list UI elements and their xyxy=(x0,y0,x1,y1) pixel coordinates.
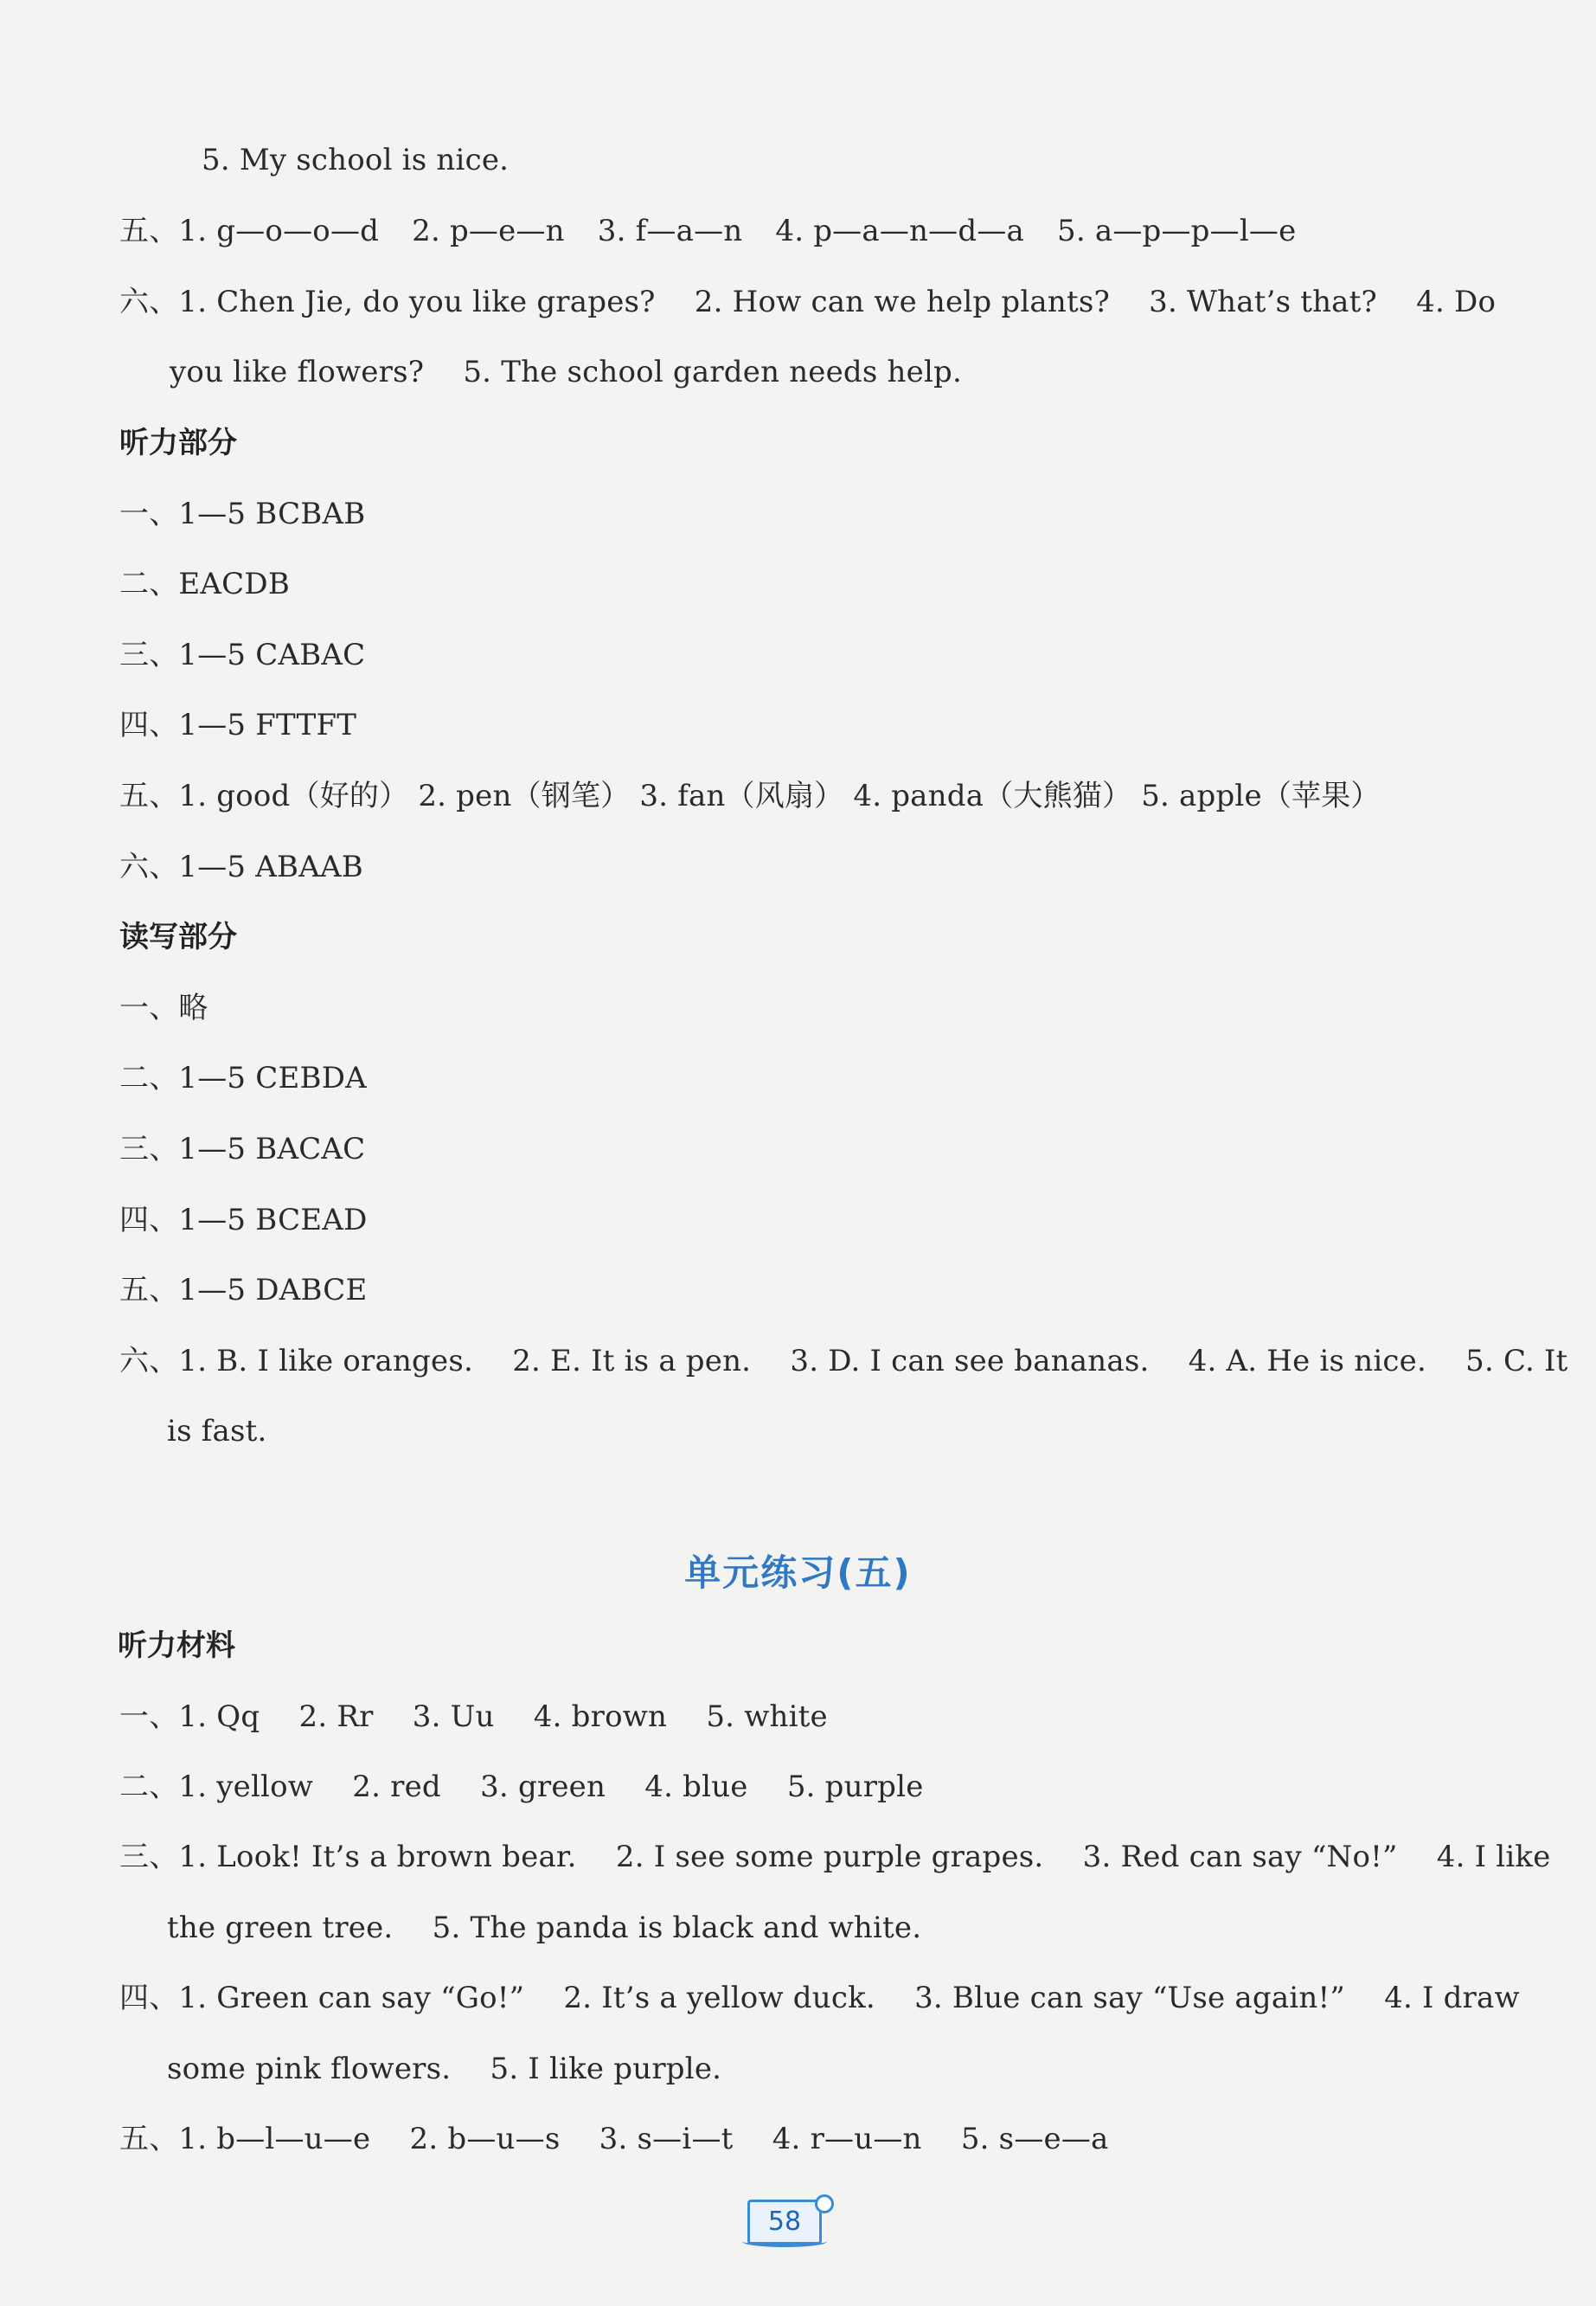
answer-line: 5. My school is nice. xyxy=(202,143,510,177)
page-number: 58 xyxy=(747,2200,822,2245)
answer-item: 3. f—a—n xyxy=(597,214,743,248)
answer-line-s6 xyxy=(119,283,1496,321)
answer-line: 一、1—5 BCBAB xyxy=(119,497,366,531)
answer-line: 三、1—5 CABAC xyxy=(119,638,366,672)
page-number-badge xyxy=(742,2194,834,2246)
answer-line: 二、EACDB xyxy=(119,567,291,601)
answer-line: 五、1. good（好的） 2. pen（钢笔） 3. fan（风扇） 4. panda（大熊猫） 5. apple（苹果） xyxy=(119,779,1381,813)
answer-line: you like flowers? 5. The school garden needs help. xyxy=(170,355,963,389)
answer-line: 五、1—5 DABCE xyxy=(119,1273,368,1307)
answer-item: 1. g—o—o—d xyxy=(178,214,380,248)
book-icon xyxy=(742,2236,827,2247)
section-prefix: 六、 xyxy=(119,285,179,319)
answer-line: 四、1. Green can say “Go!” 2. It’s a yellow duck. 3. Blue can say “Use again!” 4. I draw xyxy=(119,1981,1520,2015)
answer-line: 六、1. B. I like oranges. 2. E. It is a pen. 3. D. I can see bananas. 4. A. He is nice. 5. C. It xyxy=(119,1344,1568,1378)
answer-line: 四、1—5 BCEAD xyxy=(119,1203,368,1237)
answer-line: 二、1. yellow 2. red 3. green 4. blue 5. purple xyxy=(119,1770,924,1804)
answer-line: 四、1—5 FTTFT xyxy=(119,708,357,742)
answer-line-s5 xyxy=(119,212,1296,250)
answer-item: 2. p—e—n xyxy=(412,214,565,248)
answer-line: 六、1—5 ABAAB xyxy=(119,850,363,884)
answer-line: 一、略 xyxy=(119,991,208,1025)
section-heading-reading: 读写部分 xyxy=(119,920,237,954)
answer-line: 一、1. Qq 2. Rr 3. Uu 4. brown 5. white xyxy=(119,1699,828,1734)
apple-icon xyxy=(815,2194,834,2213)
answer-line: 三、1. Look! It’s a brown bear. 2. I see some purple grapes. 3. Red can say “No!” 4. I like xyxy=(119,1840,1551,1874)
answer-line: 三、1—5 BACAC xyxy=(119,1132,366,1166)
section-prefix: 五、 xyxy=(119,214,179,248)
section-heading-listening: 听力部分 xyxy=(119,426,237,460)
answer-item: 4. p—a—n—d—a xyxy=(775,214,1024,248)
section-heading-material: 听力材料 xyxy=(118,1628,235,1663)
answer-line: 二、1—5 CEBDA xyxy=(119,1061,367,1095)
unit-title: 单元练习(五) xyxy=(684,1551,912,1594)
answer-line: 五、1. b—l—u—e 2. b—u—s 3. s—i—t 4. r—u—n 5. s—e—a xyxy=(119,2122,1109,2156)
answer-line: some pink flowers. 5. I like purple. xyxy=(167,2052,722,2086)
answer-item: 5. a—p—p—l—e xyxy=(1057,214,1297,248)
answer-line: the green tree. 5. The panda is black and white. xyxy=(167,1911,922,1945)
answer-text: 1. Chen Jie, do you like grapes? 2. How can we help plants? 3. What’s that? 4. Do xyxy=(178,285,1497,319)
answer-line: is fast. xyxy=(167,1414,267,1448)
